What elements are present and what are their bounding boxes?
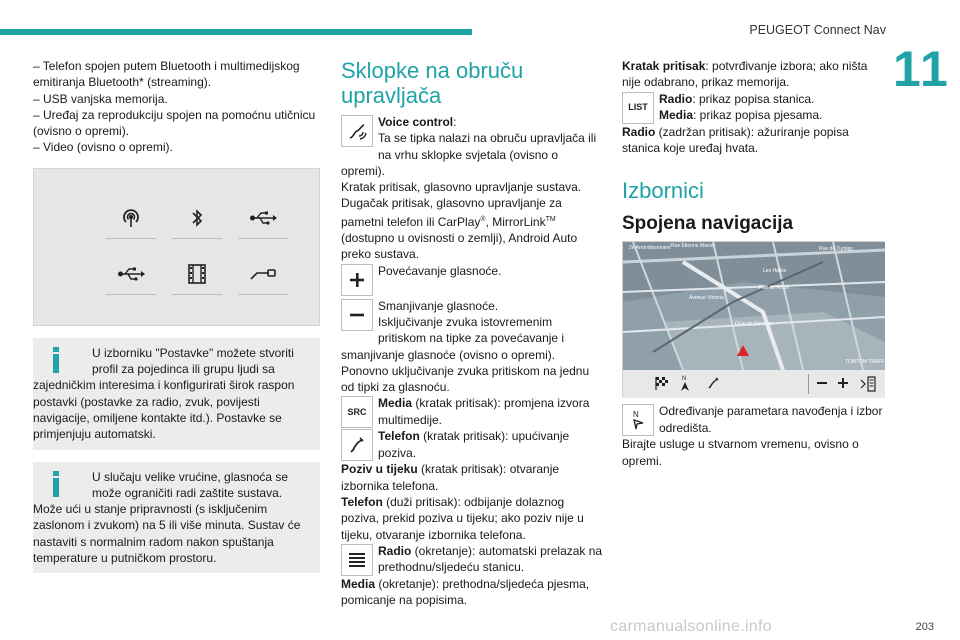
map-toolbar xyxy=(623,370,885,398)
inprog-text: Poziv u tijeku (kratak pritisak): otvaranje izbornika telefona. xyxy=(341,462,560,493)
list-media-text: Media: prikaz popisa pjesama. xyxy=(659,107,823,122)
navigation-north-icon xyxy=(622,404,654,436)
volume-plus-text: Povećavanje glasnoće. xyxy=(378,263,502,278)
volume-minus-text: Ponovno uključivanje zvuka pritiskom na jednu od tipki za glasnoću. xyxy=(341,363,590,395)
map-label: Rue de Rivoli xyxy=(759,285,789,292)
navigation-screen xyxy=(622,241,890,397)
usb-icon xyxy=(106,255,156,295)
thumbwheel-icon xyxy=(341,544,373,576)
list-item: – Uređaj za reprodukciju spojen na pomoćnu utičnicu (ovisno o opremi). xyxy=(33,107,316,139)
map-label: Rue de Turbigo xyxy=(819,246,854,253)
src-icon: SRC xyxy=(341,396,373,428)
short-press-text: Kratak pritisak: potvrđivanje izbora; ako ništa nije odabrano, prikaz memorija. xyxy=(622,59,868,90)
info-icon xyxy=(53,471,59,497)
voice-control-icon xyxy=(341,115,373,147)
voice-text: Kratak pritisak, glasovno upravljanje sustava. xyxy=(341,180,582,195)
radio-rotate-text: Radio (okretanje): automatski prelazak na prethodnu/sljedeću stanicu. xyxy=(378,543,603,575)
chapter-number: 11 xyxy=(893,41,950,97)
list-icon: LIST xyxy=(622,92,654,124)
info-text: zajedničkim interesima i konfigurirati širok raspon postavki (postavke za radio, zvuk, povijesti navigacije, omiljene kontakte itd.). Postavke se primjenjuju automatski. xyxy=(33,378,295,442)
map-label: Les Halles xyxy=(763,268,787,275)
volume-minus-icon xyxy=(341,299,373,331)
radio-hold-text: Radio (zadržan pritisak): ažuriranje popisa stanica koje uređaj hvata. xyxy=(622,124,849,155)
map-label: Quai de Gesvres xyxy=(735,321,773,328)
map-view xyxy=(623,242,890,370)
zoom-out-icon[interactable] xyxy=(816,377,828,393)
watermark: carmanualsonline.info xyxy=(610,618,772,635)
map-label: 2e Arrondissement xyxy=(629,245,671,252)
bluetooth-icon xyxy=(172,199,222,239)
src-text: Media (kratak pritisak): promjena izvora multimedije. xyxy=(378,396,590,427)
info-box-heat xyxy=(33,462,320,574)
voice-text: (dostupno u ovisnosti o zemlji), Android Auto preko sustava. xyxy=(341,231,578,262)
nav-text: Birajte usluge u stvarnom vremenu, ovisno o opremi. xyxy=(622,437,859,468)
usb-icon xyxy=(238,199,288,239)
voice-text-carplay: Dugačak pritisak, glasovno upravljanje za pametni telefon ili CarPlay®, MirrorLink™ xyxy=(341,196,562,229)
tomtom-traffic-logo: TOMTOM TRAFFIC xyxy=(845,359,890,366)
aux-jack-icon xyxy=(238,255,288,295)
info-text: Može ući u stanje pripravnosti (s isključenim zaslonom i zvukom) na 5 ili više minuta. Sustav će nastaviti s normalnim radom nakon spuštanja temperature u putničkom prostoru. xyxy=(33,502,301,566)
wifi-hotspot-icon xyxy=(106,199,156,239)
long-press-text: Telefon (duži pritisak): odbijanje dolaznog poziva, prekid poziva u tijeku; ako poziv nije u tijeku, otvaranje izbornika telefona. xyxy=(341,495,584,542)
svg-text:N: N xyxy=(682,376,687,383)
info-box-profiles xyxy=(33,338,320,450)
map-label: Rue Étienne Marcel xyxy=(671,243,715,250)
settings-menu-icon[interactable] xyxy=(859,376,877,396)
phone-icon[interactable] xyxy=(707,376,721,394)
list-item: – Telefon spojen putem Bluetooth i multimedijskog emitiranja Bluetooth* (streaming). xyxy=(33,59,300,90)
list-radio-text: Radio: prikaz popisa stanica. xyxy=(659,91,815,106)
list-item: – USB vanjska memorija. xyxy=(33,91,168,106)
column-1 xyxy=(33,58,323,573)
video-film-icon xyxy=(172,255,222,295)
checkered-flag-icon[interactable] xyxy=(655,376,669,394)
info-icon xyxy=(53,347,59,373)
header-accent-bar xyxy=(0,29,472,35)
nav-heading: Spojena navigacija xyxy=(622,213,794,235)
list-item: – Video (ovisno o opremi). xyxy=(33,140,173,155)
toolbar-divider xyxy=(808,374,809,394)
info-text: U izborniku "Postavke" možete stvoriti profil za pojedinca ili grupu ljudi sa xyxy=(92,345,294,377)
column-2: Sklopke na obruču upravljača Voice control: Ta se tipka nalazi na obruču upravljača ili na vrhu sklopke svjetala (ovisno o opremi). Kratak pritisak, glasovno upravljanje sustava. Dugačak pritisak, glasovno upravljanje za pametni telefon ili CarPlay®, MirrorLink™ (dostupno u ovisnosti o zemlji), Android Auto preko sustava. Povećavanje glasnoće. Smanjivanje glasnoće. Isključivanje zvuka istovremenim pritiskom na tipke za povećavanje i smanjivanje glasnoće (ovisno o opremi). Ponovno uključivanje zvuka pritiskom na jednu od tipki za glasnoću. SRC Media (kratak pritisak): promjena izvora multimedije. Telefon (kratak pritisak): upućivanje poziva. Poziv u tijeku (kratak pritisak): otvaranje izbornika telefona. Telefon (duži pritisak): odbijanje dolaznog poziva, prekid poziva u tijeku; ako poziv nije u tijeku, otvaranje izbornika telefona. Radio (okretanje): automatski prelazak na prethodnu/sljedeću stanicu. Media (okretanje): prethodna/sljedeća pjesma, pomicanje na popisima. xyxy=(341,58,603,608)
volume-minus-text: Isključivanje zvuka istovremenim pritiskom na tipke za povećavanje i smanjivanje glasnoće (ovisno o opremi). xyxy=(341,314,565,362)
media-rotate-text: Media (okretanje): prethodna/sljedeća pjesma, pomicanje na popisima. xyxy=(341,576,590,608)
source-icons-panel xyxy=(33,168,320,326)
menus-heading: Izbornici xyxy=(622,178,704,204)
volume-minus-text: Smanjivanje glasnoće. xyxy=(378,298,499,313)
voice-text: Ta se tipka nalazi na obruču upravljača ili na vrhu sklopke svjetala (ovisno o opremi). xyxy=(341,131,597,178)
section-heading: Sklopke na obruču upravljača xyxy=(341,58,524,108)
svg-text:N: N xyxy=(633,410,639,420)
volume-plus-icon xyxy=(341,264,373,296)
column-3 xyxy=(622,58,890,469)
phone-icon xyxy=(341,429,373,461)
info-text: U slučaju velike vrućine, glasnoća se može ograničiti radi zaštite sustava. xyxy=(92,469,289,500)
voice-label: Voice control xyxy=(378,115,454,129)
header-title: PEUGEOT Connect Nav xyxy=(749,23,886,37)
page-number: 203 xyxy=(915,621,934,633)
phone-text: Telefon (kratak pritisak): upućivanje poziva. xyxy=(378,429,570,460)
zoom-in-icon[interactable] xyxy=(837,377,849,393)
compass-north-icon[interactable] xyxy=(679,374,691,396)
nav-text: Određivanje parametara navođenja i izbor odredišta. xyxy=(659,404,883,435)
map-label: Avenue Victoria xyxy=(689,295,724,302)
